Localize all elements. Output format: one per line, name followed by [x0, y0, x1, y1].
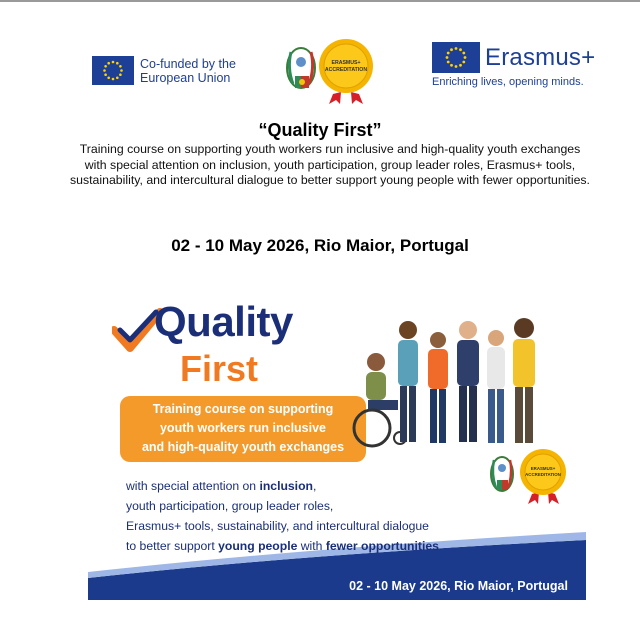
poster-body-line: youth participation, group leader roles,	[126, 499, 334, 513]
page-title: “Quality First”	[258, 120, 382, 140]
promo-poster	[88, 280, 586, 600]
poster-seal-text-1: ERASMUS+	[530, 466, 556, 471]
erasmus-name: Erasmus+	[485, 43, 596, 71]
erasmus-plus-logo	[432, 42, 595, 88]
poster-body-line: with special attention on inclusion,	[126, 479, 317, 493]
course-description: Training course on supporting youth workers run inclusive and high-quality youth exchanges with special attention on inclusion, youth participation, group leader roles, Erasmus+ tools, sustainability, and intercultural dialogue to better support young people with fewer opportunities.	[70, 142, 590, 187]
poster-body-text	[126, 476, 506, 556]
top-divider	[0, 0, 640, 2]
poster-box-line: youth workers run inclusive	[159, 421, 326, 435]
poster-subtitle-box	[120, 396, 366, 462]
event-dates-location: 02 - 10 May 2026, Rio Maior, Portugal	[171, 236, 469, 255]
poster-seal-text-2: ACCREDITATION	[525, 472, 561, 477]
eu-cofunded-logo	[92, 56, 236, 85]
eu-logo-line1: Co-funded by the	[140, 56, 236, 71]
people-group-illustration	[346, 304, 546, 464]
erasmus-flag-icon	[432, 42, 480, 73]
poster-box-line: Training course on supporting	[152, 402, 334, 416]
seal-text-1: ERASMUS+	[331, 60, 361, 66]
poster-dates: 02 - 10 May 2026, Rio Maior, Portugal	[349, 579, 568, 593]
erasmus-tagline: Enriching lives, opening minds.	[432, 76, 584, 88]
poster-logo-first: First	[180, 348, 259, 389]
accreditation-badges	[283, 38, 383, 104]
poster-accreditation-seal-icon	[488, 448, 578, 504]
poster-body-line: Erasmus+ tools, sustainability, and intercultural dialogue	[126, 519, 429, 533]
accreditation-seal-icon	[283, 38, 383, 104]
seal-text-2: ACCREDITATION	[324, 67, 368, 73]
eu-logo-text	[140, 57, 236, 85]
logo-row	[0, 38, 640, 108]
poster-logo-quality: Quality	[154, 298, 293, 345]
poster-body-line: to better support young people with fewer opportunities.	[126, 539, 443, 553]
eu-flag-icon	[92, 56, 134, 85]
eu-logo-line2: European Union	[140, 70, 231, 85]
poster-box-line: and high-quality youth exchanges	[141, 440, 345, 454]
